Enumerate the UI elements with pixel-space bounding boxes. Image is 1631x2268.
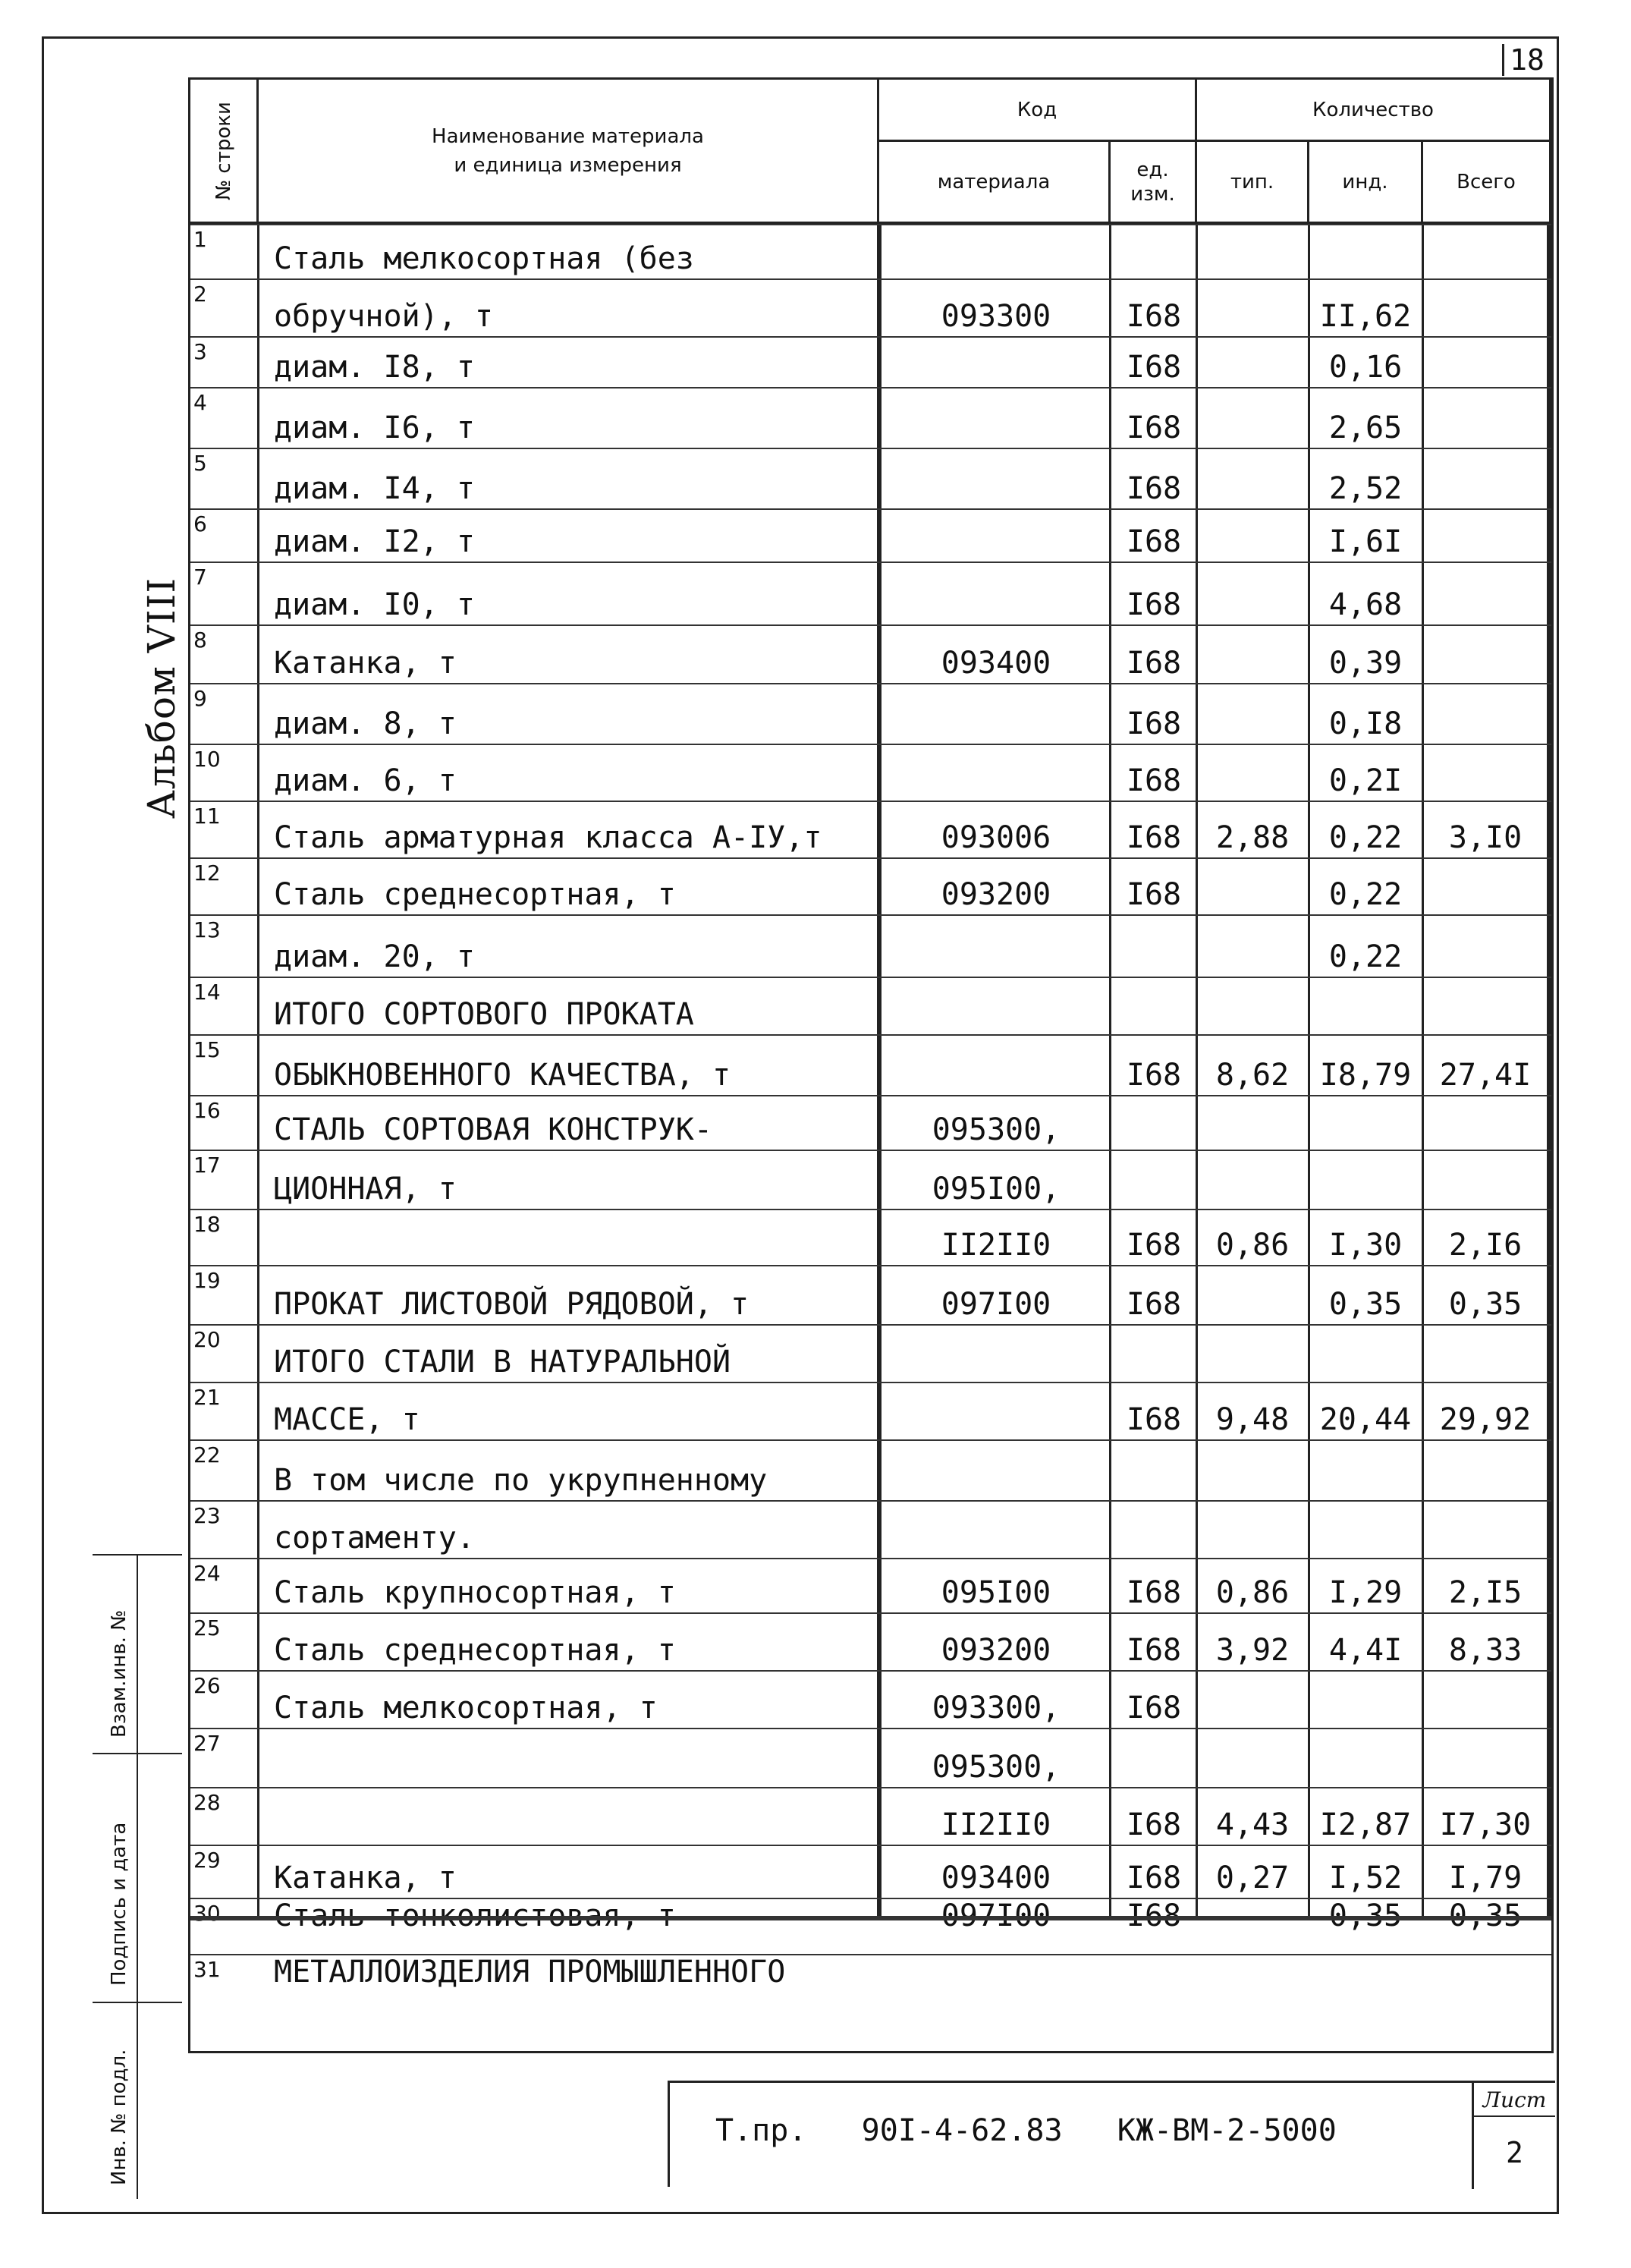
cell-ind: I,30 (1328, 1228, 1403, 1263)
cell-unit: I68 (1126, 820, 1182, 855)
cell-unit: I68 (1126, 1807, 1182, 1842)
header-code-unit (1111, 142, 1197, 224)
cell-unit: I68 (1126, 471, 1182, 506)
cell-unit: I68 (1126, 299, 1182, 334)
header-name (259, 80, 879, 224)
cell-name: диам. 6, т (274, 763, 457, 798)
table-row (190, 801, 1551, 857)
table-row (190, 857, 1551, 914)
cell-typ: 0,86 (1215, 1228, 1290, 1263)
cell-total: 0,35 (1448, 1287, 1523, 1322)
cell-unit: I68 (1126, 763, 1182, 798)
cell-ind: II,62 (1319, 299, 1412, 334)
row-number: 2 (193, 282, 207, 307)
row-number: 17 (193, 1153, 221, 1178)
cell-ind: 0,22 (1328, 877, 1403, 912)
row-number: 29 (193, 1848, 221, 1873)
cell-ind: I2,87 (1319, 1807, 1412, 1842)
cell-unit: I68 (1126, 1402, 1182, 1437)
table-row (190, 1095, 1551, 1150)
header-qty-group (1197, 80, 1551, 142)
title-block (668, 2081, 1555, 2187)
cell-code: 095I00, (932, 1172, 1061, 1206)
cell-typ: 9,48 (1215, 1402, 1290, 1437)
cell-total: 27,4I (1439, 1058, 1532, 1093)
cell-total: 3,I0 (1448, 820, 1523, 855)
table-row (190, 1787, 1551, 1845)
row-number: 10 (193, 747, 221, 772)
cell-name: обручной), т (274, 299, 493, 334)
cell-unit: I68 (1126, 1058, 1182, 1093)
table-row (190, 1898, 1551, 1933)
cell-code: 095300, (932, 1750, 1061, 1785)
cell-unit: I68 (1126, 1575, 1182, 1610)
cell-name: диам. I0, т (274, 587, 475, 622)
table-row (190, 977, 1551, 1034)
cell-unit: I68 (1126, 524, 1182, 559)
cell-unit: I68 (1126, 1861, 1182, 1895)
album-label: Альбом VIII (140, 577, 184, 819)
cell-name: В том числе по укрупненному (274, 1463, 768, 1498)
header-row-no (190, 80, 259, 224)
cell-code: 095I00 (941, 1575, 1051, 1610)
table-row (190, 1265, 1551, 1324)
row-number: 24 (193, 1561, 221, 1586)
cell-ind: I,52 (1328, 1861, 1403, 1895)
row-number: 21 (193, 1385, 221, 1410)
header-qty-ind (1309, 142, 1423, 224)
cell-unit: I68 (1126, 1228, 1182, 1263)
cell-code: 097I00 (941, 1898, 1051, 1933)
cell-ind: 0,2I (1328, 763, 1403, 798)
cell-ind: 0,22 (1328, 820, 1403, 855)
sheet-number: 2 (1506, 2136, 1523, 2169)
cell-unit: I68 (1126, 411, 1182, 445)
row-number: 6 (193, 511, 207, 536)
cell-code: 093300, (932, 1691, 1061, 1725)
cell-name: диам. I8, т (274, 350, 475, 385)
cell-unit: I68 (1126, 1287, 1182, 1322)
cell-code: II2II0 (941, 1807, 1051, 1842)
cell-name: Катанка, т (274, 1861, 457, 1895)
table-row (190, 1612, 1551, 1670)
cell-code: II2II0 (941, 1228, 1051, 1263)
cell-name: МАССЕ, т (274, 1402, 420, 1437)
row-number: 27 (193, 1731, 221, 1756)
cell-code: 093400 (941, 1861, 1051, 1895)
cell-total: 2,I6 (1448, 1228, 1523, 1263)
cell-name: диам. I6, т (274, 411, 475, 445)
cell-ind: 0,16 (1328, 350, 1403, 385)
header-name-label: Наименование материала и единица измерения (432, 124, 704, 177)
cell-typ: 0,86 (1215, 1575, 1290, 1610)
cell-ind: 4,68 (1328, 587, 1403, 622)
cell-name: Сталь арматурная класса А-IУ,т (274, 820, 822, 855)
row-number: 20 (193, 1327, 221, 1352)
header-code-group (879, 80, 1197, 142)
table-row (190, 1209, 1551, 1265)
cell-unit: I68 (1126, 1633, 1182, 1668)
row-number: 11 (193, 804, 221, 829)
cell-name: Катанка, т (274, 646, 457, 681)
cell-unit: I68 (1126, 706, 1182, 741)
cell-unit: I68 (1126, 350, 1182, 385)
cell-typ: 3,92 (1215, 1633, 1290, 1668)
header-row-no-label: № строки (212, 101, 235, 200)
row-number: 26 (193, 1673, 221, 1698)
cell-ind: 2,52 (1328, 471, 1403, 506)
cell-code: 093200 (941, 877, 1051, 912)
row-number: 16 (193, 1098, 221, 1123)
sheet-box (1472, 2083, 1555, 2189)
cell-name: СТАЛЬ СОРТОВАЯ КОНСТРУК- (274, 1112, 712, 1147)
cell-name: диам. 20, т (274, 939, 475, 974)
cell-unit: I68 (1126, 877, 1182, 912)
table-row (190, 1845, 1551, 1898)
cell-name: диам. 8, т (274, 706, 457, 741)
cell-typ: 2,88 (1215, 820, 1290, 855)
cell-code: 093300 (941, 299, 1051, 334)
row-number: 12 (193, 860, 221, 885)
row-number: 15 (193, 1037, 221, 1062)
cell-code: 093400 (941, 646, 1051, 681)
cell-ind: I8,79 (1319, 1058, 1412, 1093)
table-row (190, 1500, 1551, 1558)
table-row (190, 1558, 1551, 1612)
cell-total: 8,33 (1448, 1633, 1523, 1668)
row-number: 8 (193, 628, 207, 653)
table-row (190, 1728, 1551, 1787)
row-number: 4 (193, 390, 207, 415)
table-row (190, 914, 1551, 977)
cell-ind: 20,44 (1319, 1402, 1412, 1437)
cell-unit: I68 (1126, 1691, 1182, 1725)
cell-ind: 0,22 (1328, 939, 1403, 974)
table-row (190, 1034, 1551, 1095)
table-row (190, 387, 1551, 448)
cell-name: Сталь среднесортная, т (274, 1633, 676, 1668)
cell-name: Сталь мелкосортная, т (274, 1691, 658, 1725)
table-row (190, 1324, 1551, 1382)
cell-ind: I,6I (1328, 524, 1403, 559)
cell-typ: 8,62 (1215, 1058, 1290, 1093)
header-qty-total-label: Всего (1457, 170, 1516, 193)
cell-ind: 0,I8 (1328, 706, 1403, 741)
cell-total: 0,35 (1448, 1898, 1523, 1933)
cell-ind: 0,39 (1328, 646, 1403, 681)
cell-name: Сталь мелкосортная (без (274, 241, 694, 276)
side-stamp-strip (93, 1554, 182, 2199)
row-number: 25 (193, 1615, 221, 1640)
header-qty-typ (1197, 142, 1309, 224)
materials-table (188, 77, 1554, 2053)
table-row (190, 1439, 1551, 1500)
side-label-sign-date: Подпись и дата (108, 1822, 130, 1986)
cell-name: ИТОГО СОРТОВОГО ПРОКАТА (274, 997, 694, 1032)
row-number: 18 (193, 1212, 221, 1237)
cell-ind: 0,35 (1328, 1287, 1403, 1322)
cell-total: 29,92 (1439, 1402, 1532, 1437)
cell-name: ОБЫКНОВЕННОГО КАЧЕСТВА, т (274, 1058, 731, 1093)
header-code-unit-label: ед. изм. (1130, 158, 1175, 206)
table-row (190, 1670, 1551, 1728)
table-row (190, 278, 1551, 336)
table-row (190, 336, 1551, 387)
cell-code: 097I00 (941, 1287, 1051, 1322)
cell-unit: I68 (1126, 1898, 1182, 1933)
sheet-label: Лист (1474, 2087, 1555, 2117)
cell-name: диам. I4, т (274, 471, 475, 506)
cell-total: 2,I5 (1448, 1575, 1523, 1610)
table-row (190, 448, 1551, 508)
header-code-material (879, 142, 1111, 224)
cell-typ: 0,27 (1215, 1861, 1290, 1895)
cell-name: сортаменту. (274, 1521, 475, 1556)
header-qty-total (1423, 142, 1551, 224)
header-code-group-label: Код (1017, 98, 1057, 121)
side-label-inv-replace: Взам.инв. № (108, 1609, 130, 1738)
row-number: 3 (193, 339, 207, 364)
header-qty-ind-label: инд. (1342, 170, 1388, 193)
cell-name: диам. I2, т (274, 524, 475, 559)
page-number: 18 (1502, 44, 1550, 76)
row-number: 23 (193, 1503, 221, 1528)
cell-name: ЦИОННАЯ, т (274, 1172, 457, 1206)
cell-total: I,79 (1448, 1861, 1523, 1895)
cell-name: МЕТАЛЛОИЗДЕЛИЯ ПРОМЫШЛЕННОГО (274, 1955, 786, 1990)
table-row (190, 683, 1551, 744)
cell-ind: I,29 (1328, 1575, 1403, 1610)
row-number: 31 (193, 1957, 221, 1982)
cell-unit: I68 (1126, 587, 1182, 622)
row-number: 13 (193, 917, 221, 942)
cell-name: ИТОГО СТАЛИ В НАТУРАЛЬНОЙ (274, 1345, 731, 1379)
header-code-material-label: материала (937, 170, 1051, 193)
table-row (190, 1150, 1551, 1209)
header-qty-group-label: Количество (1312, 98, 1434, 121)
table-row (190, 744, 1551, 801)
row-number: 7 (193, 565, 207, 590)
header-qty-typ-label: тип. (1230, 170, 1274, 193)
row-number: 22 (193, 1442, 221, 1467)
cell-unit: I68 (1126, 646, 1182, 681)
table-row (190, 224, 1551, 278)
cell-total: I7,30 (1439, 1807, 1532, 1842)
table-row (190, 1382, 1551, 1439)
row-number: 19 (193, 1268, 221, 1293)
row-number: 9 (193, 686, 207, 711)
cell-name: Сталь крупносортная, т (274, 1575, 676, 1610)
table-bottom-line (190, 1916, 1551, 1920)
table-row (190, 508, 1551, 561)
row-number: 30 (193, 1901, 221, 1926)
row-number: 28 (193, 1790, 221, 1815)
cell-name: Сталь тонколистовая, т (274, 1898, 676, 1933)
cell-ind: 0,35 (1328, 1898, 1403, 1933)
cell-code: 095300, (932, 1112, 1061, 1147)
table-row (190, 561, 1551, 624)
cell-name: ПРОКАТ ЛИСТОВОЙ РЯДОВОЙ, т (274, 1287, 750, 1322)
row-number: 1 (193, 227, 207, 252)
cell-code: 093006 (941, 820, 1051, 855)
side-label-inv-orig: Инв. № подл. (108, 2049, 130, 2185)
cell-name: Сталь среднесортная, т (274, 877, 676, 912)
cell-ind: 4,4I (1328, 1633, 1403, 1668)
doc-code: Т.пр. 90I-4-62.83 КЖ-ВМ-2-5000 (715, 2113, 1337, 2148)
side-strip-divider (137, 1554, 138, 2199)
cell-typ: 4,43 (1215, 1807, 1290, 1842)
cell-code: 093200 (941, 1633, 1051, 1668)
row-number: 5 (193, 451, 207, 476)
row-number: 14 (193, 980, 221, 1005)
cell-ind: 2,65 (1328, 411, 1403, 445)
table-row (190, 624, 1551, 683)
